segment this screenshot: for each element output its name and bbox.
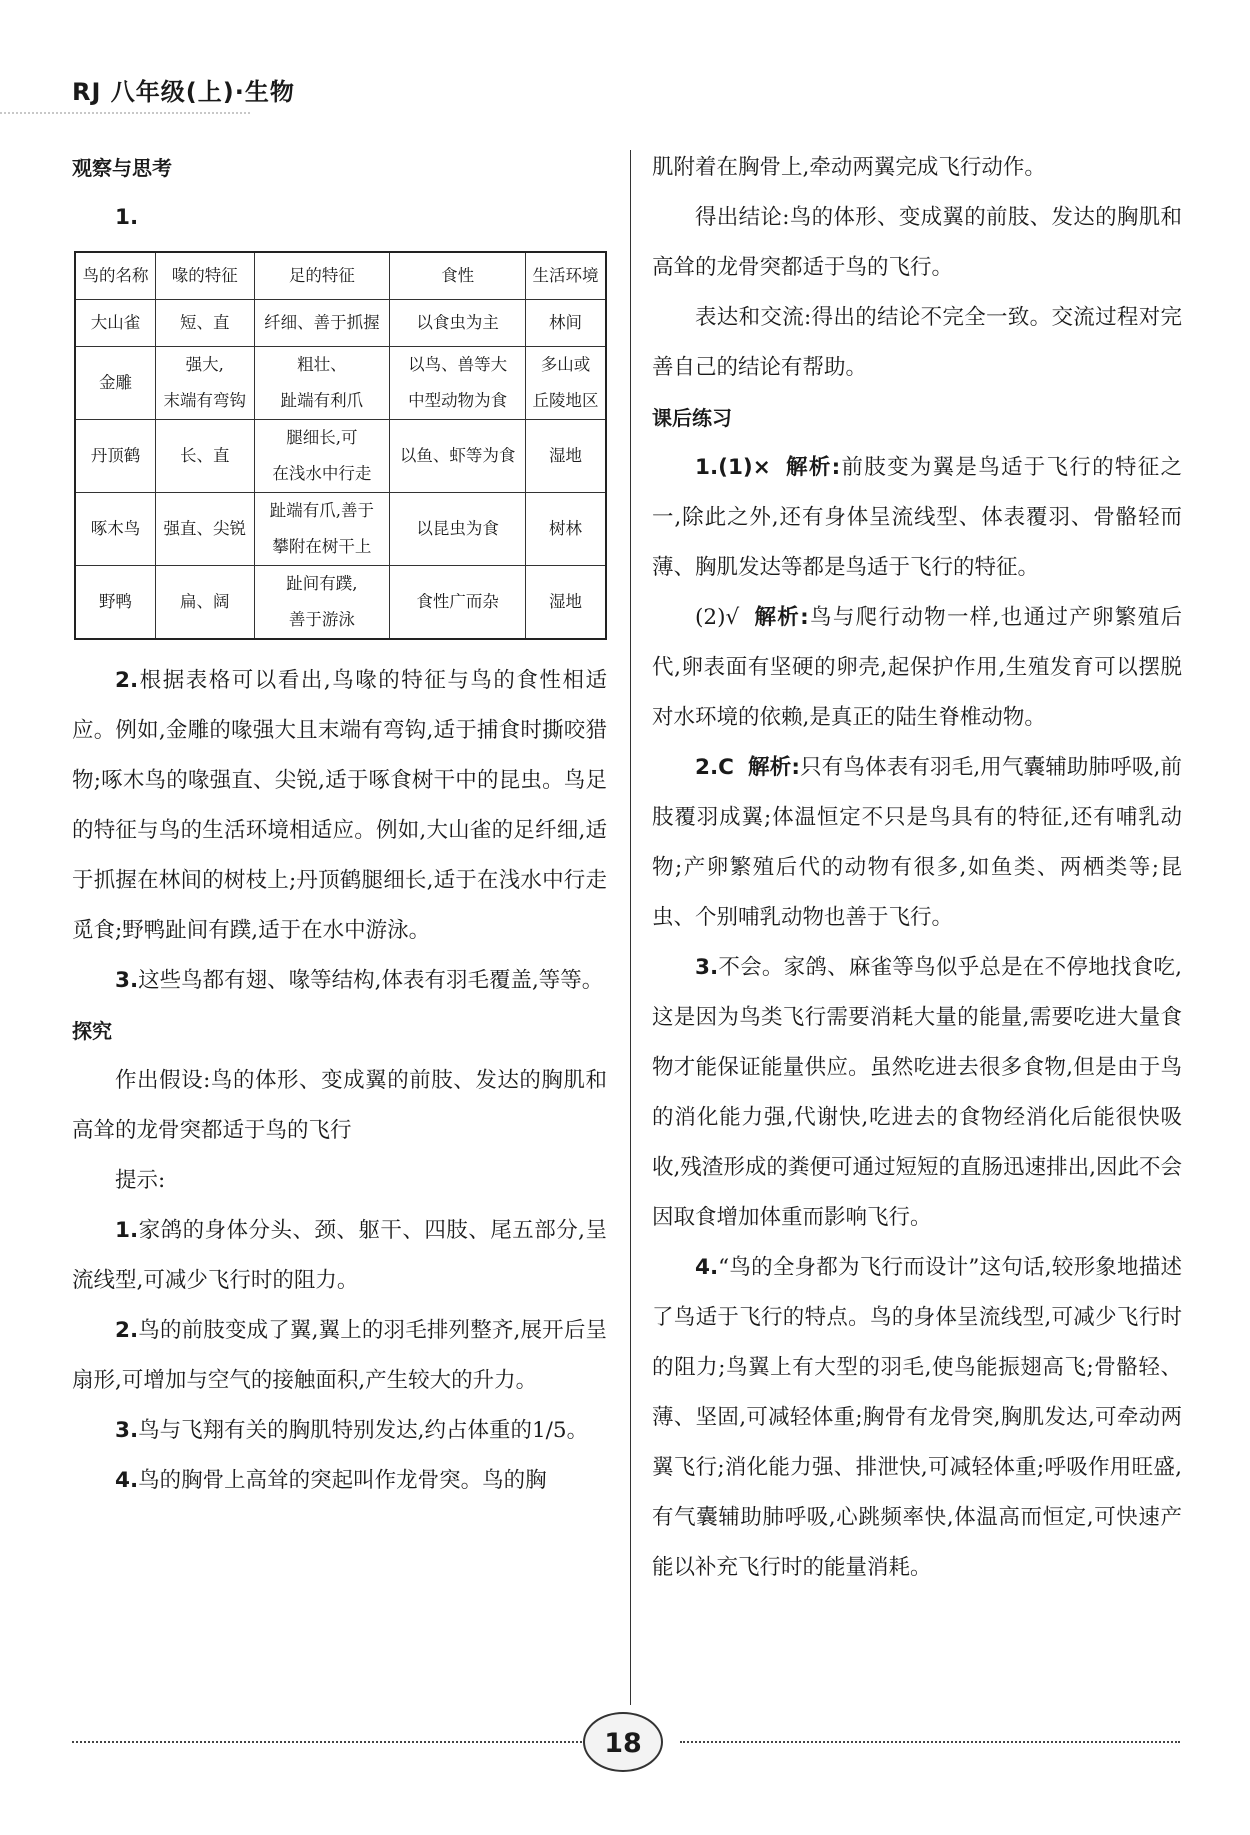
practice-paragraph: 3.不会。家鸽、麻雀等鸟似乎总是在不停地找食吃,这是因为鸟类飞行需要消耗大量的能量,需要吃进大量食物才能保证能量供应。虽然吃进去很多食物,但是由于鸟的消化能力强,代谢快,吃进去的食物经消化后能很快吸收,残渣形成的粪便可通过短短的直肠迅速排出,因此不会因取食增加体重而影响飞行。 [652, 955, 1182, 1230]
beak-cell: 强直、尖锐 [156, 493, 255, 566]
bird-name-cell: 丹顶鹤 [75, 420, 156, 493]
left-column [72, 143, 607, 1506]
bird-name-cell: 金雕 [75, 347, 156, 420]
table-row [75, 420, 606, 493]
page-header: RJ 八年级(上)·生物 [72, 78, 295, 106]
bird-table [74, 251, 607, 640]
answer-paragraph: 3.这些鸟都有翅、喙等结构,体表有羽毛覆盖,等等。 [115, 968, 604, 993]
hint-paragraph: 3.鸟与飞翔有关的胸肌特别发达,约占体重的1/5。 [115, 1418, 589, 1443]
table-header-cell: 喙的特征 [156, 252, 255, 300]
table-header-cell: 足的特征 [254, 252, 390, 300]
habitat-cell: 多山或 丘陵地区 [525, 347, 606, 420]
continued-paragraph: 肌附着在胸骨上,牵动两翼完成飞行动作。 [652, 155, 1046, 180]
diet-cell: 以鸟、兽等大 中型动物为食 [390, 347, 526, 420]
practice-paragraph: 1.(1)× 解析:前肢变为翼是鸟适于飞行的特征之一,除此之外,还有身体呈流线型、体表覆羽、骨骼轻而薄、胸肌发达等都是鸟适于飞行的特征。 [652, 455, 1182, 580]
right-column [652, 143, 1182, 1593]
table-header-row [75, 252, 606, 300]
practice-paragraph: 2.C 解析:只有鸟体表有羽毛,用气囊辅助肺呼吸,前肢覆羽成翼;体温恒定不只是鸟具有的特征,还有哺乳动物;产卵繁殖后代的动物有很多,如鱼类、两栖类等;昆虫、个别哺乳动物也善于飞行。 [652, 755, 1182, 930]
habitat-cell: 林间 [525, 300, 606, 347]
habitat-cell: 湿地 [525, 566, 606, 640]
hint-paragraph: 1.家鸽的身体分头、颈、躯干、四肢、尾五部分,呈流线型,可减少飞行时的阻力。 [72, 1218, 607, 1293]
column-divider [630, 150, 631, 1705]
diet-cell: 以昆虫为食 [390, 493, 526, 566]
section-practice-heading: 课后练习 [652, 406, 732, 430]
diet-cell: 以鱼、虾等为食 [390, 420, 526, 493]
beak-cell: 强大, 末端有弯钩 [156, 347, 255, 420]
answer-paragraph: 2.根据表格可以看出,鸟喙的特征与鸟的食性相适应。例如,金雕的喙强大且末端有弯钩,适于捕食时撕咬猎物;啄木鸟的喙强直、尖锐,适于啄食树干中的昆虫。鸟足的特征与鸟的生活环境相适应。例如,大山雀的足纤细,适于抓握在林间的树枝上;丹顶鹤腿细长,适于在浅水中行走觅食;野鸭趾间有蹼,适于在水中游泳。 [72, 668, 607, 943]
table-row [75, 566, 606, 640]
section-observe-heading: 观察与思考 [72, 156, 172, 180]
beak-cell: 长、直 [156, 420, 255, 493]
hint-label: 提示: [115, 1168, 166, 1193]
practice-paragraph: (2)√ 解析:鸟与爬行动物一样,也通过产卵繁殖后代,卵表面有坚硬的卵壳,起保护作用,生殖发育可以摆脱对水环境的依赖,是真正的陆生脊椎动物。 [652, 605, 1182, 730]
table-header-cell: 生活环境 [525, 252, 606, 300]
hypothesis-paragraph: 作出假设:鸟的体形、变成翼的前肢、发达的胸肌和高耸的龙骨突都适于鸟的飞行 [72, 1068, 607, 1143]
bird-name-cell: 啄木鸟 [75, 493, 156, 566]
beak-cell: 短、直 [156, 300, 255, 347]
table-row [75, 493, 606, 566]
conclusion-paragraph: 得出结论:鸟的体形、变成翼的前肢、发达的胸肌和高耸的龙骨突都适于鸟的飞行。 [652, 205, 1182, 280]
page-number: 18 [583, 1712, 663, 1772]
table-row [75, 347, 606, 420]
table-header-cell: 食性 [390, 252, 526, 300]
practice-paragraph: 4.“鸟的全身都为飞行而设计”这句话,较形象地描述了鸟适于飞行的特点。鸟的身体呈流线型,可减少飞行时的阻力;鸟翼上有大型的羽毛,使鸟能振翅高飞;骨骼轻、薄、坚固,可减轻体重;胸骨有龙骨突,胸肌发达,可牵动两翼飞行;消化能力强、排泄快,可减轻体重;呼吸作用旺盛,有气囊辅助肺呼吸,心跳频率快,体温高而恒定,可快速产能以补充飞行时的能量消耗。 [652, 1255, 1182, 1580]
diet-cell: 以食虫为主 [390, 300, 526, 347]
table-row [75, 300, 606, 347]
bird-name-cell: 野鸭 [75, 566, 156, 640]
table-header-cell: 鸟的名称 [75, 252, 156, 300]
bird-name-cell: 大山雀 [75, 300, 156, 347]
beak-cell: 扁、阔 [156, 566, 255, 640]
foot-cell: 趾间有蹼, 善于游泳 [254, 566, 390, 640]
habitat-cell: 湿地 [525, 420, 606, 493]
exchange-paragraph: 表达和交流:得出的结论不完全一致。交流过程对完善自己的结论有帮助。 [652, 305, 1182, 380]
footer-rule-left [72, 1741, 582, 1743]
hint-paragraph: 4.鸟的胸骨上高耸的突起叫作龙骨突。鸟的胸 [115, 1468, 547, 1493]
foot-cell: 粗壮、 趾端有利爪 [254, 347, 390, 420]
hint-paragraph: 2.鸟的前肢变成了翼,翼上的羽毛排列整齐,展开后呈扇形,可增加与空气的接触面积,产生较大的升力。 [72, 1318, 607, 1393]
section-explore-heading: 探究 [72, 1019, 112, 1043]
q1-label: 1. [115, 205, 139, 230]
header-rule [0, 112, 250, 114]
habitat-cell: 树林 [525, 493, 606, 566]
foot-cell: 趾端有爪,善于 攀附在树干上 [254, 493, 390, 566]
foot-cell: 纤细、善于抓握 [254, 300, 390, 347]
foot-cell: 腿细长,可 在浅水中行走 [254, 420, 390, 493]
footer-rule-right [680, 1741, 1180, 1743]
diet-cell: 食性广而杂 [390, 566, 526, 640]
